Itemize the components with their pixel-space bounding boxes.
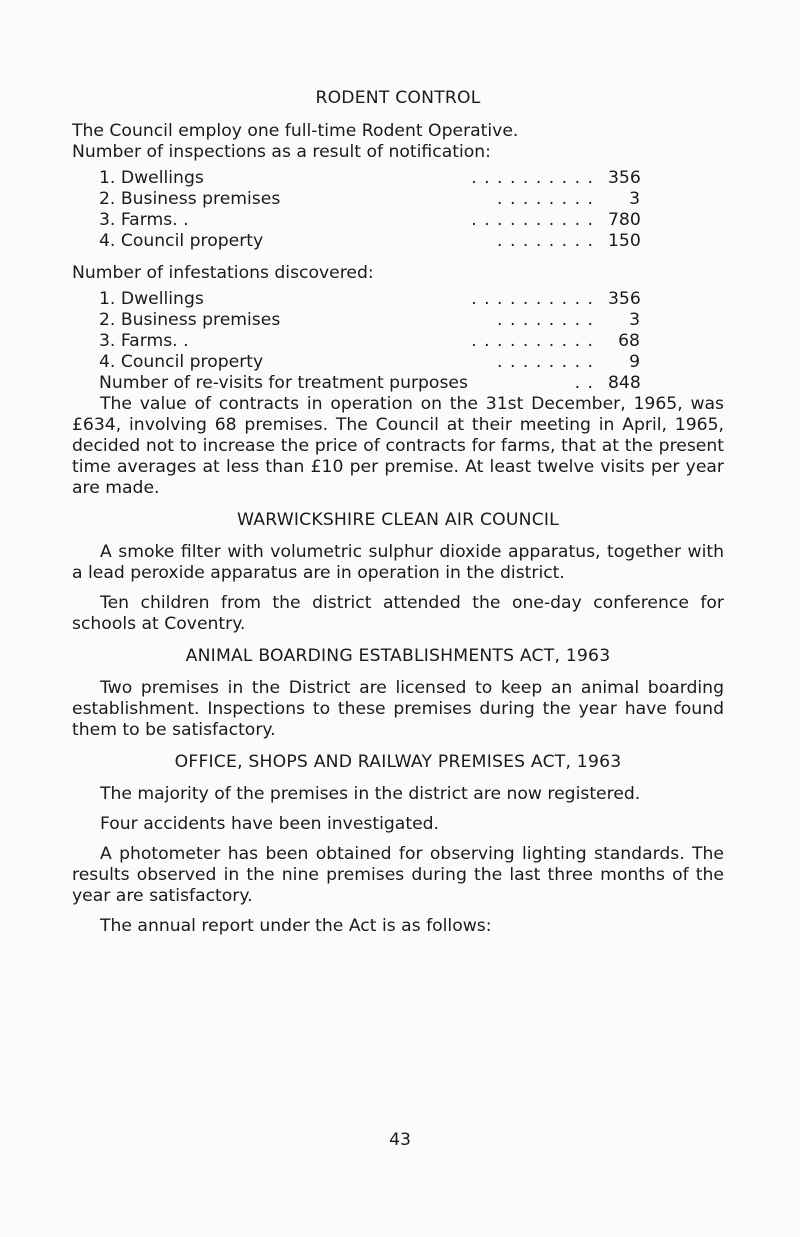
infestations-list: [99, 289, 640, 394]
list-item: 2. Business premises . . . . . . . . 3: [99, 310, 640, 330]
inspections-list: [99, 168, 640, 252]
clean-air-paragraph-1: A smoke filter with volumetric sulphur dioxide apparatus, together with a lead peroxide apparatus are in operation in the district.: [72, 542, 724, 583]
animal-boarding-paragraph: Two premises in the District are licensed to keep an animal boarding establishment. Inspections to these premises during the year have found them to be satisfactory.: [72, 678, 724, 740]
list-item: 1. Dwellings . . . . . . . . . . 356: [99, 289, 641, 309]
office-paragraph-1: The majority of the premises in the district are now registered.: [100, 784, 641, 804]
spacer: [72, 252, 724, 263]
rodent-intro-operative: The Council employ one full-time Rodent Operative.: [72, 121, 519, 141]
heading-clean-air: WARWICKSHIRE CLEAN AIR COUNCIL: [237, 510, 559, 530]
office-paragraph-3: A photometer has been obtained for observing lighting standards. The results observed in the nine premises during the last three months of the year are satisfactory.: [72, 844, 724, 906]
heading-animal-boarding: ANIMAL BOARDING ESTABLISHMENTS ACT, 1963: [185, 646, 611, 666]
office-paragraph-4: The annual report under the Act is as follows:: [100, 916, 492, 936]
heading-rodent-control: RODENT CONTROL: [315, 88, 481, 108]
list-item: 3. Farms. . . . . . . . . . . . 780: [99, 210, 641, 230]
document-page: [72, 88, 724, 937]
list-item: 4. Council property . . . . . . . . 9: [99, 352, 640, 372]
list-item: 1. Dwellings . . . . . . . . . . 356: [99, 168, 641, 188]
page-number: 43: [389, 1130, 411, 1150]
list-item: 2. Business premises . . . . . . . . 3: [99, 189, 640, 209]
office-paragraph-2: Four accidents have been investigated.: [100, 814, 440, 834]
heading-office-shops: OFFICE, SHOPS AND RAILWAY PREMISES ACT, 1963: [174, 752, 622, 772]
clean-air-paragraph-2: Ten children from the district attended the one-day conference for schools at Coventry.: [72, 593, 724, 634]
revisits-row: Number of re-visits for treatment purposes . . 848: [99, 373, 641, 393]
rodent-infestations-intro: Number of infestations discovered:: [72, 263, 374, 283]
contracts-paragraph: The value of contracts in operation on the 31st December, 1965, was £634, involving 68 premises. The Council at their meeting in April, 1965, decided not to increase the price of contracts for farms, that at the present time averages at less than £10 per premise. At least twelve visits per year are made.: [72, 394, 724, 498]
rodent-intro-inspections: Number of inspections as a result of notification:: [72, 142, 491, 162]
list-item: 4. Council property . . . . . . . . 150: [99, 231, 641, 251]
list-item: 3. Farms. . . . . . . . . . . . 68: [99, 331, 640, 351]
